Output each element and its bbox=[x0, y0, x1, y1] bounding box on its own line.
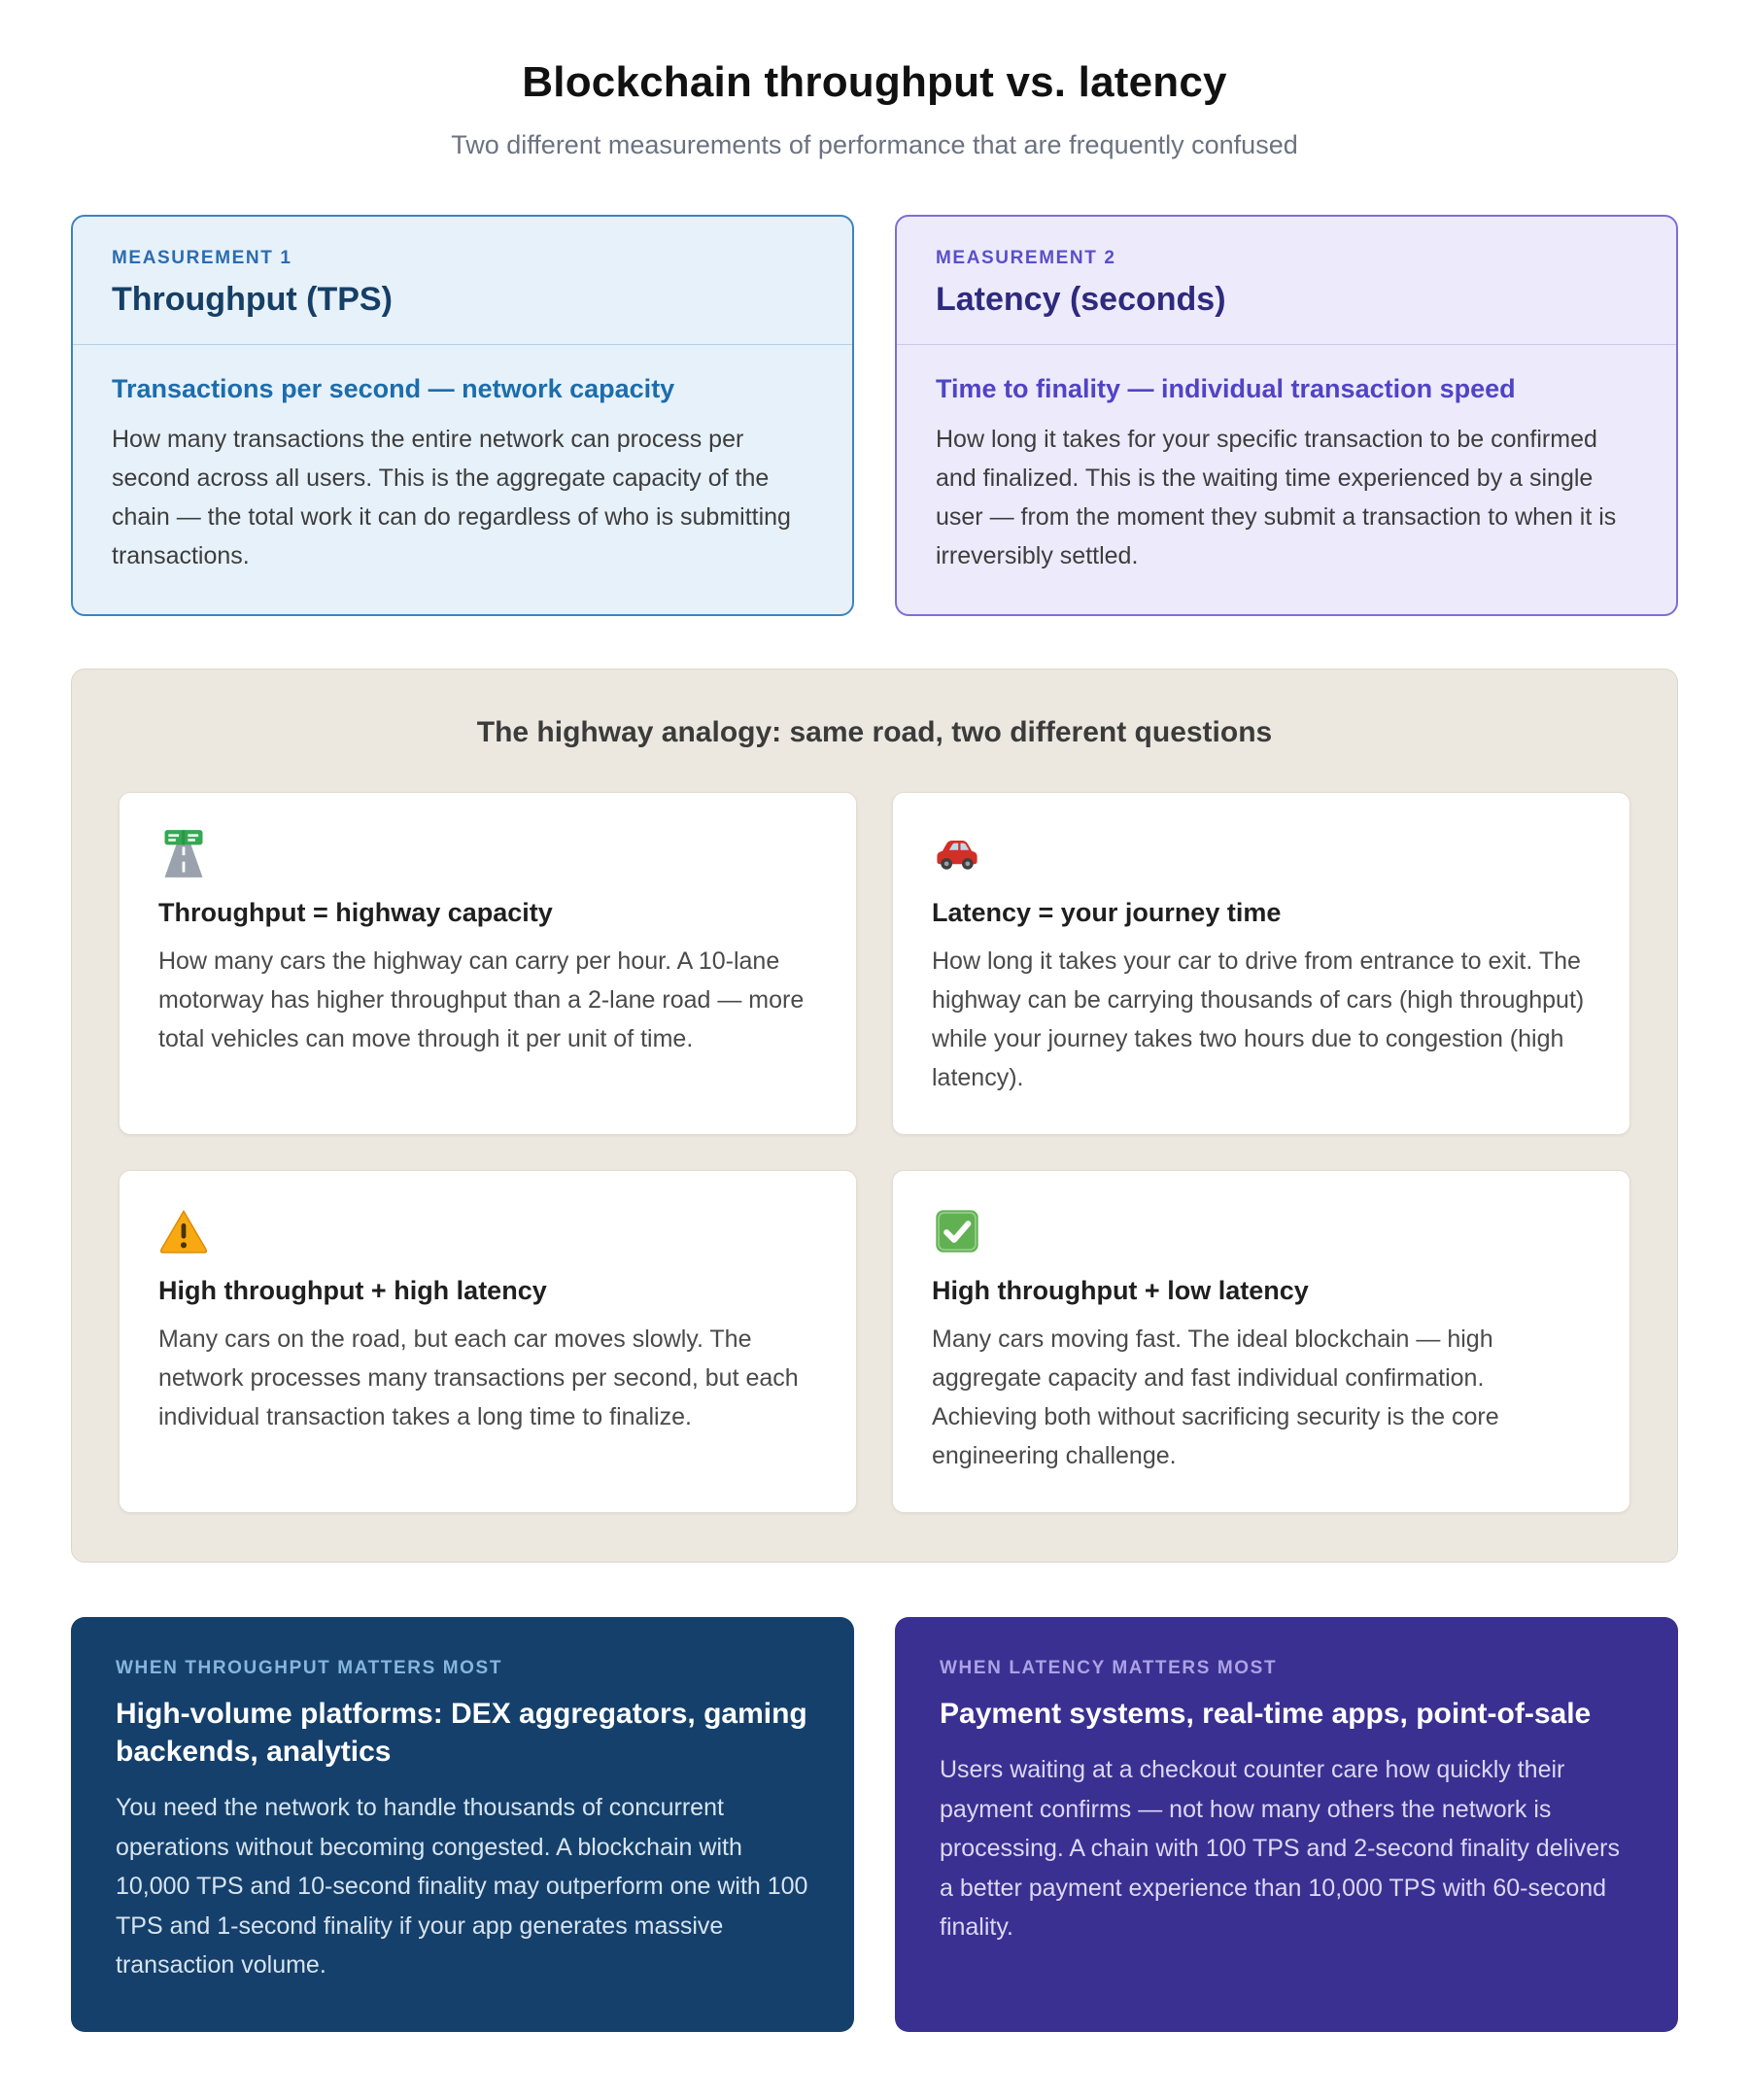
analogy-card-title: High throughput + low latency bbox=[932, 1276, 1309, 1305]
measurement-subheading: Time to finality — individual transaction speed bbox=[936, 374, 1516, 403]
page-header bbox=[71, 58, 1678, 160]
measurement-label: MEASUREMENT 1 bbox=[112, 248, 292, 268]
analogy-card-title: Throughput = highway capacity bbox=[158, 898, 553, 927]
measurement-card-throughput bbox=[71, 215, 854, 616]
analogy-card-high-throughput-high-latency bbox=[119, 1170, 857, 1513]
measurement-description: How long it takes for your specific transaction to be confirmed and finalized. This is the waiting time experienced by a single user — from the moment they submit a transaction to when it is irreversibly settled. bbox=[936, 426, 1617, 569]
use-case-card-latency bbox=[895, 1617, 1678, 2032]
highway-analogy-section bbox=[71, 669, 1678, 1563]
measurement-card-body bbox=[897, 345, 1676, 614]
analogy-grid bbox=[119, 792, 1630, 1513]
analogy-card-journey-time bbox=[892, 792, 1630, 1135]
page-subtitle: Two different measurements of performance that are frequently confused bbox=[451, 130, 1298, 159]
measurement-subheading: Transactions per second — network capacity bbox=[112, 374, 675, 403]
measurement-title: Latency (seconds) bbox=[936, 281, 1226, 318]
analogy-card-highway-capacity bbox=[119, 792, 857, 1135]
use-case-description: Users waiting at a checkout counter care how quickly their payment confirms — not how many others the network is processing. A chain with 100 TPS and 2-second finality delivers a better payment experience than 10,000 TPS with 60-second finality. bbox=[940, 1756, 1620, 1941]
measurement-cards-row bbox=[71, 215, 1678, 616]
measurement-description: How many transactions the entire network can process per second across all users. This is the aggregate capacity of the chain — the total work it can do regardless of who is submitting transactions. bbox=[112, 426, 791, 569]
analogy-card-body: How long it takes your car to drive from entrance to exit. The highway can be carrying thousands of cars (high throughput) while your journey takes two hours due to congestion (high latency). bbox=[932, 947, 1585, 1091]
use-case-label: WHEN THROUGHPUT MATTERS MOST bbox=[116, 1658, 503, 1678]
measurement-title: Throughput (TPS) bbox=[112, 281, 393, 318]
analogy-section-title: The highway analogy: same road, two different questions bbox=[476, 716, 1273, 748]
page bbox=[71, 58, 1678, 2032]
use-case-title: High-volume platforms: DEX aggregators, gaming backends, analytics bbox=[116, 1698, 807, 1768]
measurement-label: MEASUREMENT 2 bbox=[936, 248, 1116, 268]
measurement-card-latency bbox=[895, 215, 1678, 616]
car-icon bbox=[932, 828, 1591, 878]
analogy-card-high-throughput-low-latency bbox=[892, 1170, 1630, 1513]
measurement-card-header bbox=[897, 217, 1676, 345]
analogy-card-body: Many cars on the road, but each car moves slowly. The network processes many transactions per second, but each individual transaction takes a long time to finalize. bbox=[158, 1325, 799, 1430]
motorway-icon bbox=[158, 828, 817, 878]
analogy-card-body: Many cars moving fast. The ideal blockchain — high aggregate capacity and fast individual confirmation. Achieving both without sacrificing security is the core engineering challenge. bbox=[932, 1325, 1499, 1469]
use-case-description: You need the network to handle thousands of concurrent operations without becoming congested. A blockchain with 10,000 TPS and 10-second finality may outperform one with 100 TPS and 1-second finality if your app generates massive transaction volume. bbox=[116, 1794, 808, 1979]
measurement-card-body bbox=[73, 345, 852, 614]
page-title: Blockchain throughput vs. latency bbox=[522, 58, 1227, 106]
check-icon bbox=[932, 1206, 1591, 1257]
use-case-cards-row bbox=[71, 1617, 1678, 2032]
use-case-card-throughput bbox=[71, 1617, 854, 2032]
warning-icon bbox=[158, 1206, 817, 1257]
analogy-card-body: How many cars the highway can carry per hour. A 10-lane motorway has higher throughput than a 2-lane road — more total vehicles can move through it per unit of time. bbox=[158, 947, 805, 1052]
use-case-label: WHEN LATENCY MATTERS MOST bbox=[940, 1658, 1278, 1678]
use-case-title: Payment systems, real-time apps, point-of-sale bbox=[940, 1698, 1592, 1730]
measurement-card-header bbox=[73, 217, 852, 345]
analogy-card-title: Latency = your journey time bbox=[932, 898, 1282, 927]
analogy-card-title: High throughput + high latency bbox=[158, 1276, 547, 1305]
